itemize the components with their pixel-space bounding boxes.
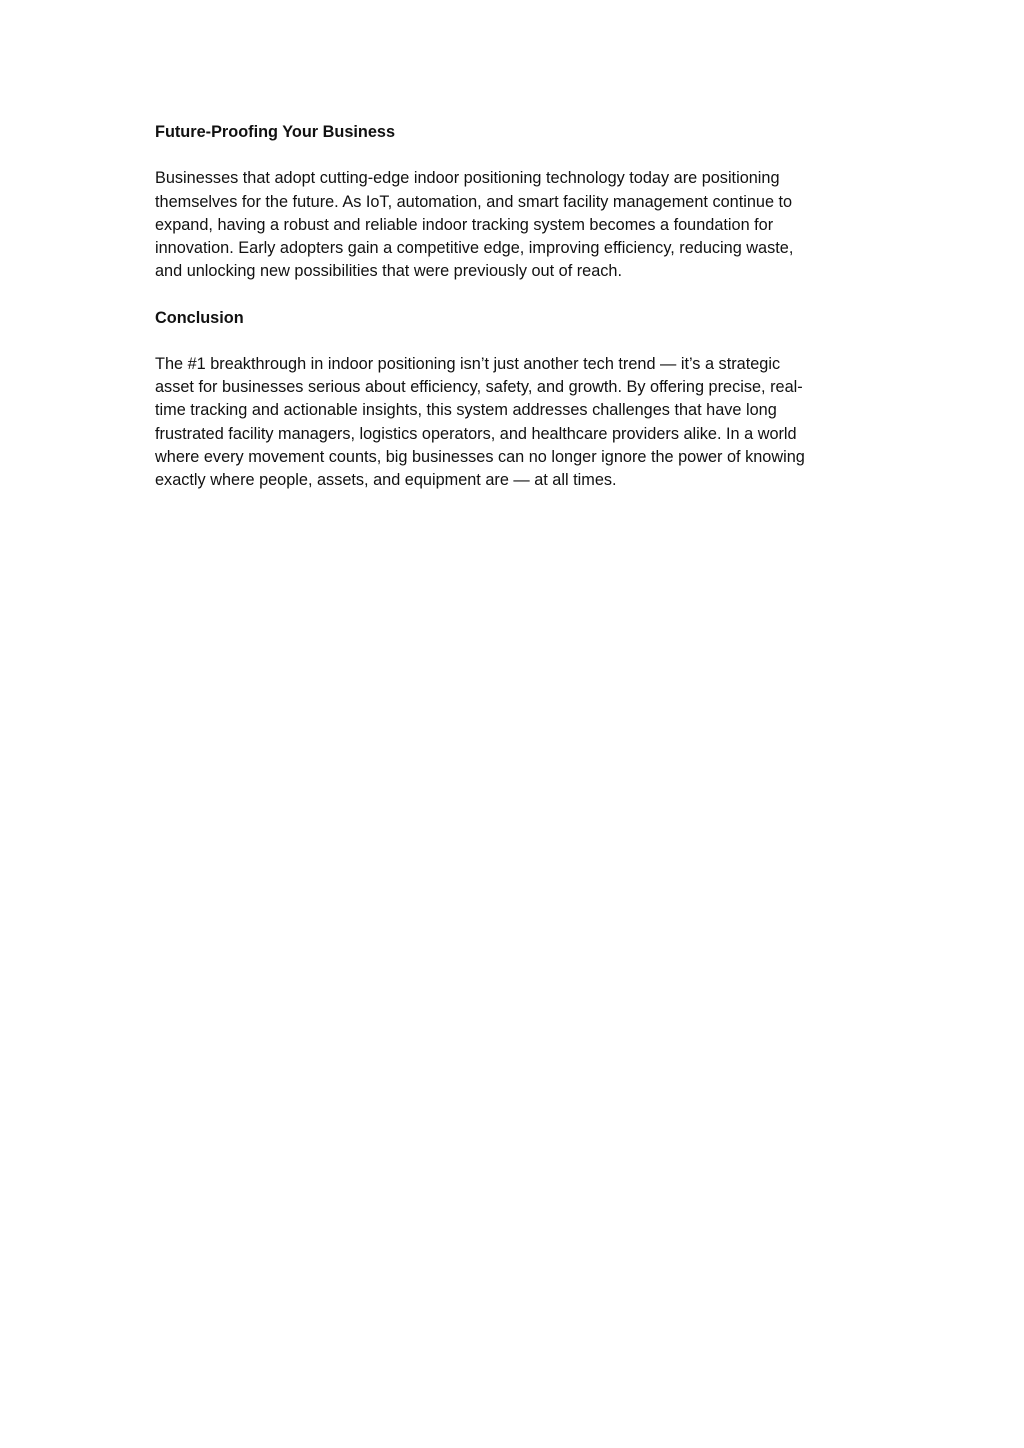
section-heading-future-proofing: Future-Proofing Your Business [155, 123, 396, 141]
section-heading-conclusion: Conclusion [155, 308, 244, 327]
section-body-future-proofing: Businesses that adopt cutting-edge indoor positioning technology today are positioning themselves for the future. As IoT, automation, and smart facility management continue to expand, having a robust and reliable indoor tracking system becomes a foundation for innovation. Early adopters gain a competitive edge, improving efficiency, reducing waste, and unlocking new possibilities that were previously out of reach. [155, 169, 794, 281]
section-body-conclusion: The #1 breakthrough in indoor positioning isn’t just another tech trend — it’s a strategic asset for businesses serious about efficiency, safety, and growth. By offering precise, real- time tracking and actionable insights, this system addresses challenges that have long frustrated facility managers, logistics operators, and healthcare providers alike. In a world where every movement counts, big businesses can no longer ignore the power of knowing exactly where people, assets, and equipment are — at all times. [155, 354, 805, 489]
document-page [155, 121, 855, 515]
